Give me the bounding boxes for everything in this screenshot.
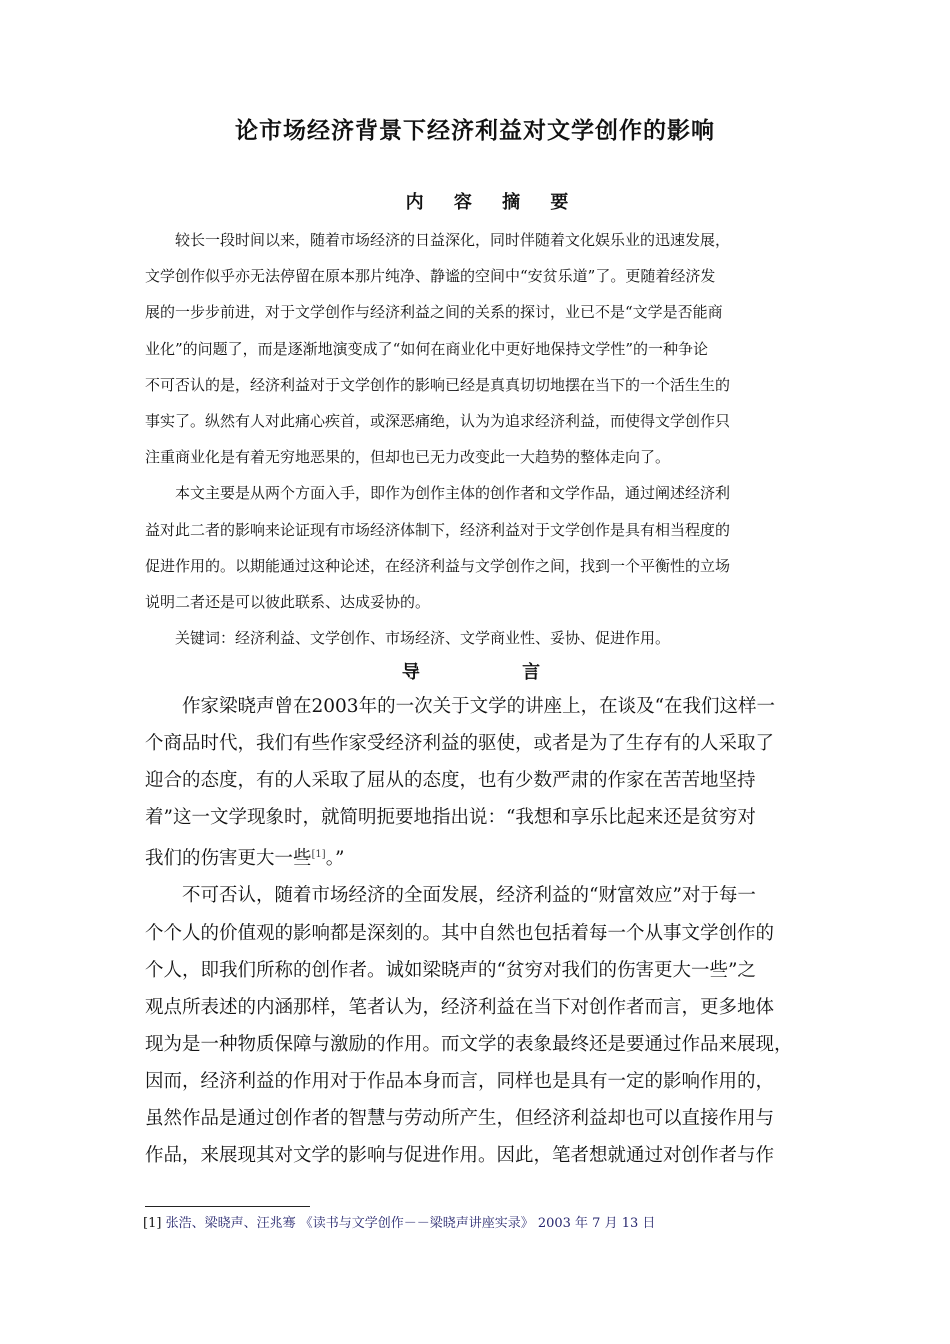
footnote-text: 张浩、梁晓声、汪兆骞 《读书与文学创作－－梁晓声讲座实录》 2003 年 7 月 13 日 xyxy=(165,1216,656,1231)
text-line: 着”这一文学现象时，就简明扼要地指出说：“我想和享乐比起来还是贫穷对 xyxy=(145,807,756,829)
text-line: 不可否认的是，经济利益对于文学创作的影响已经是真真切切地摆在当下的一个活生生的 xyxy=(145,375,731,394)
text-line: 个个人的价值观的影响都是深刻的。其中自然也包括着每一个从事文学创作的 xyxy=(145,922,775,944)
text-line: 促进作用的。以期能通过这种论述，在经济利益与文学创作之间，找到一个平衡性的立场 xyxy=(145,556,731,575)
text-line: 较长一段时间以来，随着市场经济的日益深化，同时伴随着文化娱乐业的迅速发展， xyxy=(175,231,731,249)
text-line: 个商品时代，我们有些作家受经济利益的驱使，或者是为了生存有的人采取了 xyxy=(145,733,775,755)
text-line: 不可否认，随着市场经济的全面发展，经济利益的“财富效应”对于每一 xyxy=(182,885,756,907)
text-line: 个人，即我们所称的创作者。诚如梁晓声的“贫穷对我们的伤害更大一些”之 xyxy=(145,959,756,981)
text-fragment: 。” xyxy=(325,848,345,870)
text-line: 文学创作似乎亦无法停留在原本那片纯净、静谧的空间中“安贫乐道”了。更随着经济发 xyxy=(145,267,716,286)
abstract-heading: 内 容 摘 要 xyxy=(405,192,581,213)
text-line: 注重商业化是有着无穷地恶果的，但却也已无力改变此一大趋势的整体走向了。 xyxy=(145,448,671,467)
text-line: 作品，来展现其对文学的影响与促进作用。因此，笔者想就通过对创作者与作 xyxy=(145,1145,775,1167)
footnote-marker: [1] xyxy=(143,1216,162,1231)
text-line: 作家梁晓声曾在2003年的一次关于文学的讲座上，在谈及“在我们这样一 xyxy=(182,696,776,717)
text-line: 本文主要是从两个方面入手，即作为创作主体的创作者和文学作品，通过阐述经济利 xyxy=(175,484,731,503)
intro-paragraph-2 xyxy=(145,877,825,1174)
text-line: 虽然作品是通过创作者的智慧与劳动所产生，但经济利益却也可以直接作用与 xyxy=(145,1108,775,1130)
footnote-reference[interactable]: [1] xyxy=(311,849,326,861)
keywords-line: 关键词：经济利益、文学创作、市场经济、文学商业性、妥协、促进作用。 xyxy=(175,629,671,648)
text-line: 展的一步步前进，对于文学创作与经济利益之间的关系的探讨，业已不是“文学是否能商 xyxy=(145,303,723,322)
text-line: 迎合的态度，有的人采取了屈从的态度，也有少数严肃的作家在苦苦地坚持 xyxy=(145,770,756,792)
intro-heading: 导 言 xyxy=(401,662,589,683)
text-line: 说明二者还是可以彼此联系、达成妥协的。 xyxy=(145,593,431,612)
intro-section xyxy=(145,688,825,1174)
abstract-section xyxy=(145,222,815,656)
text-line: 事实了。纵然有人对此痛心疾首，或深恶痛绝，认为为追求经济利益，而使得文学创作只 xyxy=(145,412,731,431)
keywords xyxy=(145,620,815,656)
text-line: 业化”的问题了，而是逐渐地演变成了“如何在商业化中更好地保持文学性”的一种争论 xyxy=(145,339,709,358)
text-line: 观点所表述的内涵那样，笔者认为，经济利益在当下对创作者而言，更多地体 xyxy=(145,996,775,1018)
text-fragment: 我们的伤害更大一些 xyxy=(145,848,312,870)
text-line: 现为是一种物质保障与激励的作用。而文学的表象最终还是要通过作品来展现， xyxy=(145,1033,793,1055)
text-line xyxy=(145,836,825,877)
text-line: 益对此二者的影响来论证现有市场经济体制下，经济利益对于文学创作是具有相当程度的 xyxy=(145,520,731,539)
document-title: 论市场经济背景下经济利益对文学创作的影响 xyxy=(235,118,715,144)
abstract-paragraph-1 xyxy=(145,222,815,475)
footnote xyxy=(143,1212,655,1231)
footnote-divider xyxy=(145,1206,310,1207)
text-line: 因而，经济利益的作用对于作品本身而言，同样也是具有一定的影响作用的， xyxy=(145,1070,775,1092)
intro-paragraph-1 xyxy=(145,688,825,877)
abstract-paragraph-2 xyxy=(145,475,815,620)
